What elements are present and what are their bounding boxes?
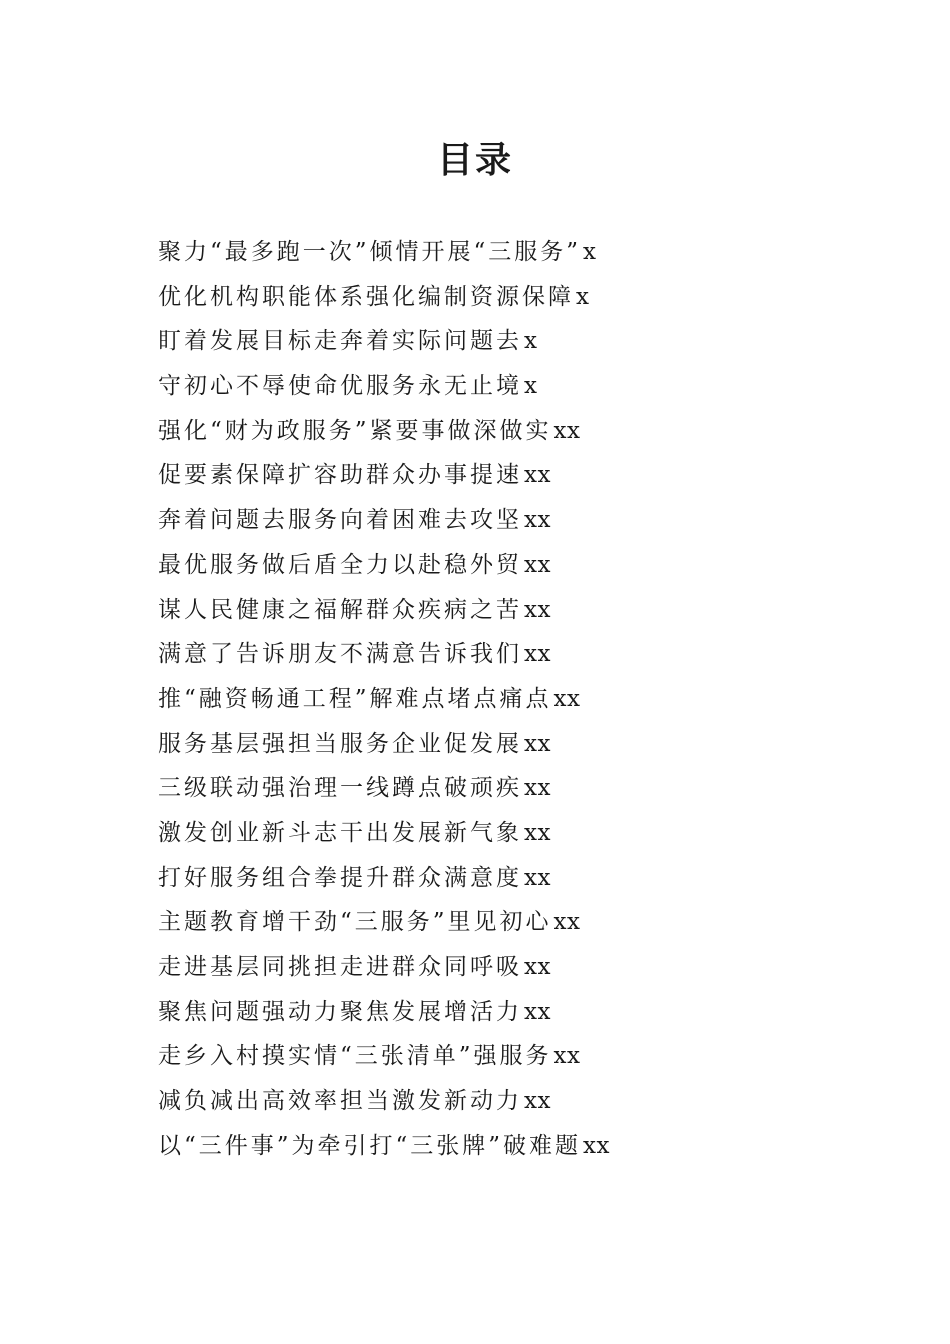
toc-entry-text: 满意了告诉朋友不满意告诉我们 (158, 641, 522, 668)
toc-entry-page: x (583, 239, 597, 265)
toc-entry (158, 319, 898, 364)
toc-entry (158, 900, 898, 945)
toc-entry-page: xx (524, 596, 551, 623)
toc-entry-page: x (524, 373, 538, 400)
toc-title: 目录 (436, 139, 513, 181)
toc-entry-text: 守初心不辱使命优服务永无止境 (158, 373, 522, 400)
toc-entry-text: 主题教育增干劲“三服务”里见初心 (158, 909, 552, 936)
toc-entry (158, 230, 898, 275)
toc-entry-text: 促要素保障扩容助群众办事提速 (158, 462, 522, 489)
toc-entry (158, 677, 898, 722)
toc-entry (158, 1034, 898, 1079)
toc-entry-text: 盯着发展目标走奔着实际问题去 (158, 328, 522, 355)
toc-entry (158, 856, 898, 901)
toc-entry (158, 275, 898, 320)
toc-entry-text: 聚力“最多跑一次”倾情开展“三服务” (158, 239, 582, 265)
toc-entry-text: 优化机构职能体系强化编制资源保障 (158, 283, 574, 310)
toc-entry-text: 聚焦问题强动力聚焦发展增活力 (158, 998, 522, 1025)
toc-entry-page: xx (524, 1088, 551, 1115)
toc-entry-text: 服务基层强担当服务企业促发展 (158, 730, 522, 757)
toc-entry (158, 453, 898, 498)
toc-entry-page: xx (524, 775, 551, 802)
toc-entry-page: xx (524, 507, 551, 534)
toc-list (158, 230, 898, 1168)
toc-entry-text: 减负减出高效率担当激发新动力 (158, 1088, 522, 1115)
toc-entry (158, 409, 898, 454)
toc-entry-text: 三级联动强治理一线蹲点破顽疾 (158, 775, 522, 802)
toc-entry (158, 1079, 898, 1124)
toc-entry (158, 811, 898, 856)
toc-entry-page: x (576, 283, 590, 310)
toc-entry (158, 543, 898, 588)
toc-entry-page: xx (553, 909, 581, 936)
toc-entry (158, 498, 898, 543)
toc-entry (158, 632, 898, 677)
toc-entry-page: xx (524, 998, 551, 1025)
toc-entry-text: 最优服务做后盾全力以赴稳外贸 (158, 551, 522, 578)
toc-entry-text: 走乡入村摸实情“三张清单”强服务 (158, 1043, 552, 1070)
toc-entry-page: xx (553, 685, 581, 712)
toc-entry (158, 364, 898, 409)
toc-entry-text: 强化“财为政服务”紧要事做深做实 (158, 417, 552, 444)
toc-entry (158, 945, 898, 990)
toc-entry-text: 推“融资畅通工程”解难点堵点痛点 (158, 685, 552, 712)
toc-entry-page: xx (524, 819, 551, 846)
toc-entry-text: 打好服务组合拳提升群众满意度 (158, 864, 522, 891)
toc-entry-text: 走进基层同挑担走进群众同呼吸 (158, 954, 522, 980)
toc-entry (158, 990, 898, 1035)
toc-entry (158, 1124, 898, 1169)
toc-entry-text: 以“三件事”为牵引打“三张牌”破难题 (158, 1132, 582, 1159)
toc-entry-page: xx (524, 551, 551, 578)
toc-entry (158, 588, 898, 633)
toc-entry-text: 奔着问题去服务向着困难去攻坚 (158, 507, 522, 534)
toc-entry-text: 谋人民健康之福解群众疾病之苦 (158, 596, 522, 623)
toc-entry-text: 激发创业新斗志干出发展新气象 (158, 819, 522, 846)
toc-entry-page: xx (553, 1043, 581, 1070)
toc-entry (158, 766, 898, 811)
toc-entry-page: xx (524, 641, 551, 668)
toc-entry-page: xx (583, 1132, 610, 1159)
toc-entry-page: x (524, 328, 538, 355)
toc-entry-page: xx (524, 462, 551, 489)
toc-entry-page: xx (524, 864, 551, 891)
toc-entry (158, 722, 898, 767)
toc-entry-page: xx (524, 954, 551, 980)
toc-entry-page: xx (553, 417, 581, 444)
toc-entry-page: xx (524, 730, 551, 757)
